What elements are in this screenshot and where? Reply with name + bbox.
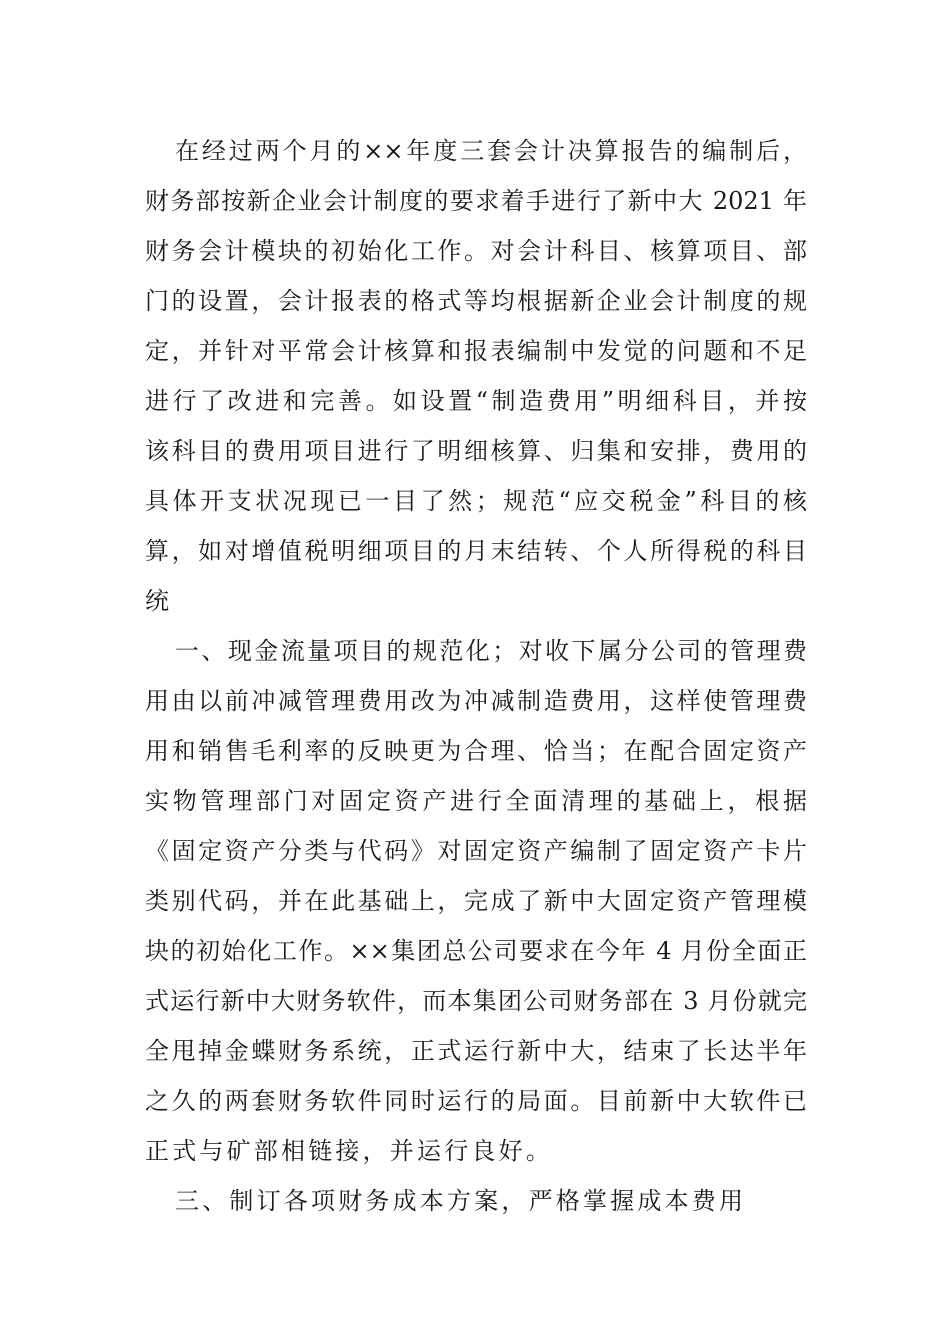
- paragraph-1-line-10: 统: [145, 587, 173, 615]
- paragraph-2-line-2: 用由以前冲减管理费用改为冲减制造费用，这样使管理费: [145, 687, 807, 715]
- paragraph-3-line-1: 三、制订各项财务成本方案，严格掌握成本费用: [175, 1187, 747, 1215]
- paragraph-2-line-8: 式运行新中大财务软件，而本集团公司财务部在 3 月份就完: [145, 987, 807, 1015]
- paragraph-1-line-6: 进行了改进和完善。如设置“制造费用”明细科目，并按: [145, 387, 807, 415]
- paragraph-2-line-7: 块的初始化工作。××集团总公司要求在今年 4 月份全面正: [145, 937, 807, 965]
- paragraph-2-line-10: 之久的两套财务软件同时运行的局面。目前新中大软件已: [145, 1087, 807, 1115]
- paragraph-2-line-4: 实物管理部门对固定资产进行全面清理的基础上，根据: [145, 787, 807, 815]
- paragraph-1-line-3: 财务会计模块的初始化工作。对会计科目、核算项目、部: [145, 237, 807, 265]
- paragraph-2-line-11: 正式与矿部相链接，并运行良好。: [145, 1137, 553, 1165]
- paragraph-1-line-5: 定，并针对平常会计核算和报表编制中发觉的问题和不足: [145, 337, 807, 365]
- paragraph-2-line-5: 《固定资产分类与代码》对固定资产编制了固定资产卡片: [145, 837, 807, 865]
- paragraph-2-line-3: 用和销售毛利率的反映更为合理、恰当；在配合固定资产: [145, 737, 807, 765]
- paragraph-1-line-9: 算，如对增值税明细项目的月末结转、个人所得税的科目: [145, 537, 807, 565]
- paragraph-2-line-9: 全甩掉金蝶财务系统，正式运行新中大，结束了长达半年: [145, 1037, 807, 1065]
- paragraph-2-line-6: 类别代码，并在此基础上，完成了新中大固定资产管理模: [145, 887, 807, 915]
- paragraph-1-line-4: 门的设置，会计报表的格式等均根据新企业会计制度的规: [145, 287, 807, 315]
- paragraph-2-line-1: 一、现金流量项目的规范化；对收下属分公司的管理费: [175, 637, 807, 665]
- paragraph-1-line-8: 具体开支状况现已一目了然；规范“应交税金”科目的核: [145, 487, 807, 515]
- paragraph-1-line-1: 在经过两个月的××年度三套会计决算报告的编制后，: [175, 137, 807, 165]
- paragraph-1-line-7: 该科目的费用项目进行了明细核算、归集和安排，费用的: [145, 437, 807, 465]
- paragraph-1-line-2: 财务部按新企业会计制度的要求着手进行了新中大 2021 年: [145, 187, 807, 215]
